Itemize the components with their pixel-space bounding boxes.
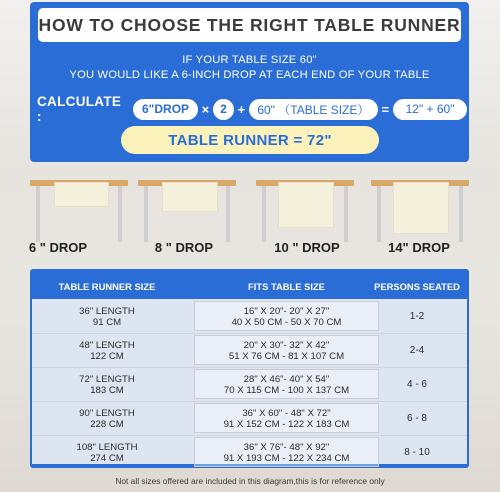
fits-cm: 51 X 76 CM - 81 X 107 CM (228, 350, 345, 362)
fits-size-cell (194, 437, 379, 468)
runner (393, 182, 449, 234)
fits-size-cell (194, 301, 379, 332)
page-title: HOW TO CHOOSE THE RIGHT TABLE RUNNER (38, 14, 461, 35)
table-leg (262, 186, 266, 242)
sum-pill: 12" + 60" (393, 99, 467, 120)
table-leg (226, 186, 230, 242)
example-table-size-text: IF YOUR TABLE SIZE 60" (182, 54, 317, 66)
plus-operator: + (237, 101, 246, 117)
runner-size-cell (32, 437, 182, 468)
calculation-panel (30, 2, 469, 162)
row-divider (32, 401, 467, 402)
size-table-panel (30, 269, 469, 468)
row-divider (32, 367, 467, 368)
runner (278, 182, 334, 228)
runner-length-inches: 48" LENGTH (79, 339, 135, 351)
fits-inches: 36" X 60" - 48" X 72" (242, 407, 331, 419)
calculate-label: CALCULATE : (37, 94, 122, 124)
multiplier-pill: 2 (213, 99, 233, 120)
fits-cm: 91 X 193 CM - 122 X 234 CM (223, 452, 350, 464)
table-leg (36, 186, 40, 242)
header-runner-size: TABLE RUNNER SIZE (58, 281, 156, 292)
persons-cell: 2-4 (409, 345, 425, 356)
fits-inches: 28" X 46"- 40" X 54" (243, 373, 330, 385)
runner-length-inches: 36" LENGTH (79, 305, 135, 317)
runner-size-cell (32, 369, 182, 400)
runner-result-bar: TABLE RUNNER = 72" (121, 126, 379, 154)
runner-size-cell (32, 301, 182, 332)
fits-size-cell (194, 335, 379, 366)
runner (162, 182, 218, 212)
runner-length-inches: 108" LENGTH (76, 441, 138, 453)
calculation-row (37, 94, 467, 124)
example-drop-text: YOU WOULD LIKE A 6-INCH DROP AT EACH END OF YOUR TABLE (69, 69, 430, 81)
runner-length-inches: 90" LENGTH (79, 407, 135, 419)
runner-length-cm: 122 CM (90, 350, 124, 362)
times-operator: × (201, 101, 210, 117)
footnote: Not all sizes offered are included in this diagram,this is for reference only (115, 476, 385, 486)
fits-size-cell (194, 403, 379, 434)
drop-pill: 6"DROP (133, 99, 197, 120)
table-leg (144, 186, 148, 242)
persons-cell: 4 - 6 (406, 379, 427, 390)
header-persons-seated: PERSONS SEATED (374, 281, 460, 292)
fits-cm: 40 X 50 CM - 50 X 70 CM (231, 316, 342, 328)
fits-inches: 36" X 76"- 48" X 92" (243, 441, 330, 453)
runner-length-cm: 91 CM (92, 316, 122, 328)
fits-cm: 70 X 115 CM - 100 X 137 CM (223, 384, 350, 396)
drop-label-8: 8 " DROP (154, 240, 214, 255)
table-size-pill: 60" （TABLE SIZE） (249, 99, 377, 120)
row-divider (32, 333, 467, 334)
size-table-body (32, 299, 467, 464)
table-row (32, 301, 467, 332)
fits-inches: 20" X 30"- 32" X 42" (243, 339, 330, 351)
table-row (32, 403, 467, 434)
fits-inches: 16" X 20"- 20" X 27" (243, 305, 330, 317)
runner-size-cell (32, 335, 182, 366)
drop-label-14: 14" DROP (388, 240, 450, 255)
table-leg (459, 186, 463, 242)
runner-length-inches: 72" LENGTH (79, 373, 135, 385)
runner-length-cm: 228 CM (90, 418, 124, 430)
title-bar (38, 8, 461, 42)
persons-cell: 6 - 8 (406, 413, 427, 424)
table-leg (377, 186, 381, 242)
drop-label-10: 10 " DROP (274, 240, 340, 255)
runner (54, 182, 109, 207)
header-fits-table-size: FITS TABLE SIZE (248, 281, 325, 292)
fits-cm: 91 X 152 CM - 122 X 183 CM (223, 418, 350, 430)
equals-operator: = (381, 101, 390, 117)
persons-cell: 8 - 10 (404, 447, 430, 458)
runner-length-cm: 183 CM (90, 384, 124, 396)
table-leg (344, 186, 348, 242)
runner-length-cm: 274 CM (90, 452, 124, 464)
table-row (32, 437, 467, 468)
drop-label-6: 6 " DROP (28, 240, 88, 255)
table-row (32, 335, 467, 366)
row-divider (32, 435, 467, 436)
fits-size-cell (194, 369, 379, 400)
persons-cell: 1-2 (409, 311, 425, 322)
table-row (32, 369, 467, 400)
runner-size-cell (32, 403, 182, 434)
table-leg (118, 186, 122, 242)
